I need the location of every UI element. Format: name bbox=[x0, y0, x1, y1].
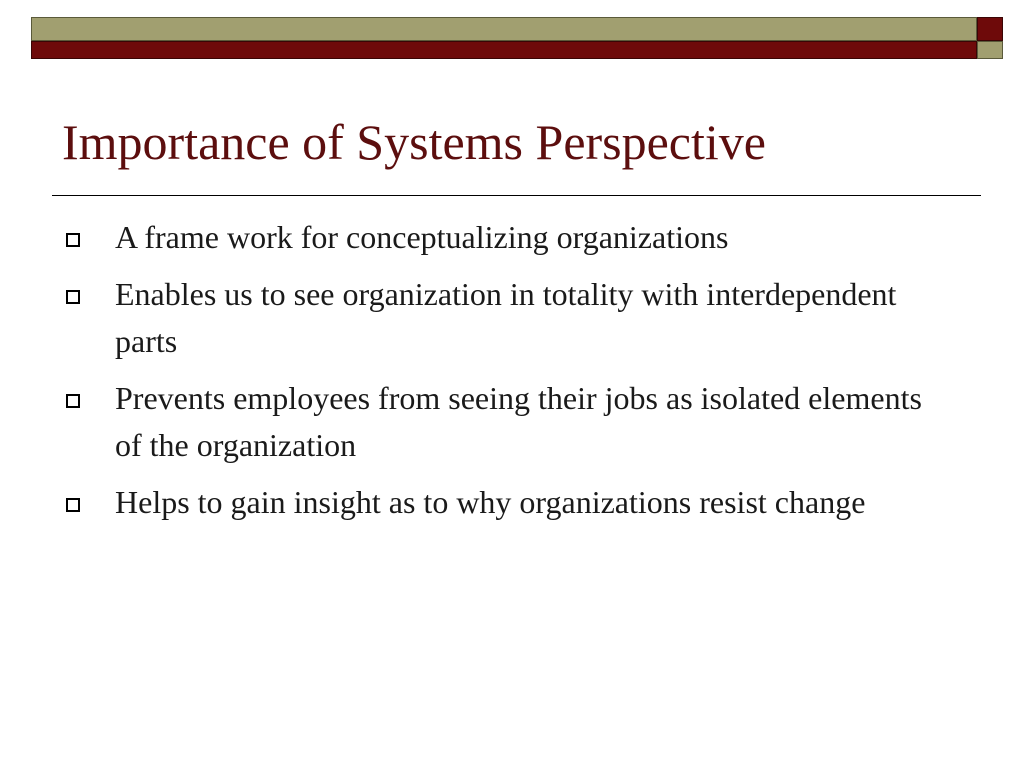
header-olive-square bbox=[977, 41, 1003, 59]
bullet-text: Helps to gain insight as to why organizations resist change bbox=[115, 484, 866, 520]
hollow-square-bullet-icon bbox=[66, 498, 80, 512]
hollow-square-bullet-icon bbox=[66, 290, 80, 304]
header-olive-bar bbox=[31, 17, 977, 41]
bullet-item bbox=[62, 375, 952, 469]
header-maroon-square bbox=[977, 17, 1003, 41]
header-maroon-bar bbox=[31, 41, 977, 59]
slide-title: Importance of Systems Perspective bbox=[62, 114, 766, 170]
bullet-text: A frame work for conceptualizing organizations bbox=[115, 219, 729, 255]
bullet-item bbox=[62, 271, 952, 365]
bullet-text: Enables us to see organization in totality with interdependent parts bbox=[115, 276, 897, 359]
bullet-item bbox=[62, 479, 952, 526]
title-divider bbox=[52, 195, 981, 196]
bullet-item bbox=[62, 214, 952, 261]
bullet-list bbox=[62, 214, 952, 536]
hollow-square-bullet-icon bbox=[66, 394, 80, 408]
hollow-square-bullet-icon bbox=[66, 233, 80, 247]
bullet-text: Prevents employees from seeing their jobs as isolated elements of the organization bbox=[115, 380, 922, 463]
